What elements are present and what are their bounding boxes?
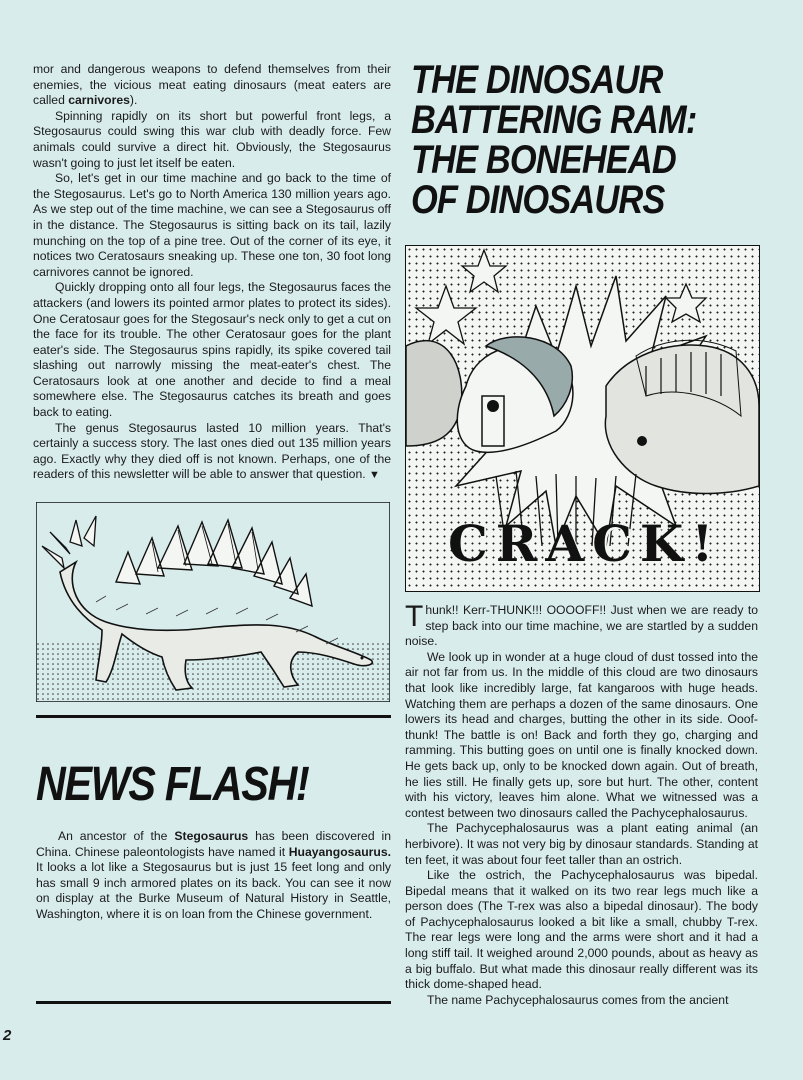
left-article-text bbox=[33, 62, 391, 484]
right-paragraph-5: The name Pachycephalosaurus comes from the ancient bbox=[427, 992, 729, 1007]
left-paragraph-1: mor and dangerous weapons to defend themselves from their enemies, the vicious meat eating dinosaurs (meat eaters are called carnivores). bbox=[33, 62, 391, 108]
stegosaurus-illustration bbox=[36, 502, 390, 702]
pachycephalosaurus-comic bbox=[405, 245, 760, 592]
news-flash-text: An ancestor of the Stegosaurus has been discovered in China. Chinese paleontologists have named it Huayangosaurus. It looks a lot like a Stegosaurus but is just 15 feet long and only has small 9 inch armored plates on its back. You can see it now on display at the Burke Museum of Natural History in Seattle, Washington, where it is on loan from the Chinese government. bbox=[36, 829, 391, 921]
left-divider-bottom bbox=[36, 1001, 391, 1004]
right-paragraph-2: We look up in wonder at a huge cloud of dust tossed into the air not far from us. In the middle of this cloud are two dinosaurs that look like incredibly large, fat kangaroos with huge heads. Watching them are perhaps a dozen of the same dinosaurs. One lowers its head and charges, butting the other in its side. Ooof-thunk! The battle is on! Back and forth they go, charging and ramming. This butting goes on until one is finally knocked down. He gets back up, only to be knocked down again. Out of breath, he lies still. He finally gets up, sore but hurt. The other, content with his victory, leaves him alone. What we witnessed was a contest between two dinosaurs called the Pachycephalosaurus. bbox=[405, 649, 758, 820]
news-flash-title: NEWS FLASH! bbox=[36, 758, 309, 811]
dropcap: T bbox=[405, 600, 424, 633]
page-number: 2 bbox=[3, 1027, 12, 1044]
left-paragraph-5: The genus Stegosaurus lasted 10 million years. That's certainly a success story. The last ones died out 135 million years ago. Exactly why they died off is not known. Perhaps, one of the readers of this newsletter will be able to answer that question. ▼ bbox=[33, 420, 391, 482]
right-article-text bbox=[405, 600, 758, 1008]
stegosaurus-icon bbox=[36, 502, 390, 702]
right-paragraph-4: Like the ostrich, the Pachycephalosaurus was bipedal. Bipedal means that it walked on its two rear legs much like a person does (The T-rex was also a bipedal dinosaur). The body of Pachycephalosaurus looked a bit like a small, chubby T-rex. The rear legs were long and the arms were short and it had a long stiff tail. It weighed around 2,000 pounds, about as heavy as a big buffalo. But what made this dinosaur really different was its thick dome-shaped head. bbox=[405, 868, 758, 992]
end-mark-icon: ▼ bbox=[369, 469, 380, 482]
left-paragraph-3: So, let's get in our time machine and go back to the time of the Stegosaurus. Let's go to North America 130 million years ago. As we step out of the time machine, we can see a Stegosaurus off in the distance. The Stegosaurus is sitting back on its tail, lazily munching on the top of a pine tree. Out of the corner of its eye, it notices two Ceratosaurs sneaking up. These one ton, 30 foot long carnivores cannot be ignored. bbox=[33, 171, 391, 279]
right-paragraph-3: The Pachycephalosaurus was a plant eating animal (an herbivore). It was not very big by dinosaur standards. Standing at ten feet, it was about four feet taller than an ostrich. bbox=[405, 821, 758, 867]
left-divider-top bbox=[36, 715, 391, 718]
right-paragraph-1: Thunk!! Kerr-THUNK!!! OOOOFF!! Just when we are ready to step back into our time machine, we are startled by a sudden noise. bbox=[405, 600, 758, 649]
comic-sound-text: CRACK! bbox=[448, 514, 722, 573]
left-paragraph-4: Quickly dropping onto all four legs, the Stegosaurus faces the attackers (and lowers its pointed armor plates to protect its sides). One Ceratosaur goes for the Stegosaur's neck only to get a cut on the face for its trouble. The other Ceratosaur goes for the plant eater's side. The Stegosaurus spins rapidly, its spike covered tail slashing out narrowly missing the meat-eater's chest. The Ceratosaurs look at one another and decide to find a meal somewhere else. The Stegosaurus catches its breath and goes back to eating. bbox=[33, 280, 391, 420]
article-headline: THE DINOSAUR BATTERING RAM: THE BONEHEAD OF DINOSAURS bbox=[411, 58, 697, 222]
left-paragraph-2: Spinning rapidly on its short but powerful front legs, a Stegosaurus could swing this war club with deadly force. Few animals could survive a direct hit. Obviously, the Stegosaurus wasn't going to just let itself be eaten. bbox=[33, 108, 391, 170]
